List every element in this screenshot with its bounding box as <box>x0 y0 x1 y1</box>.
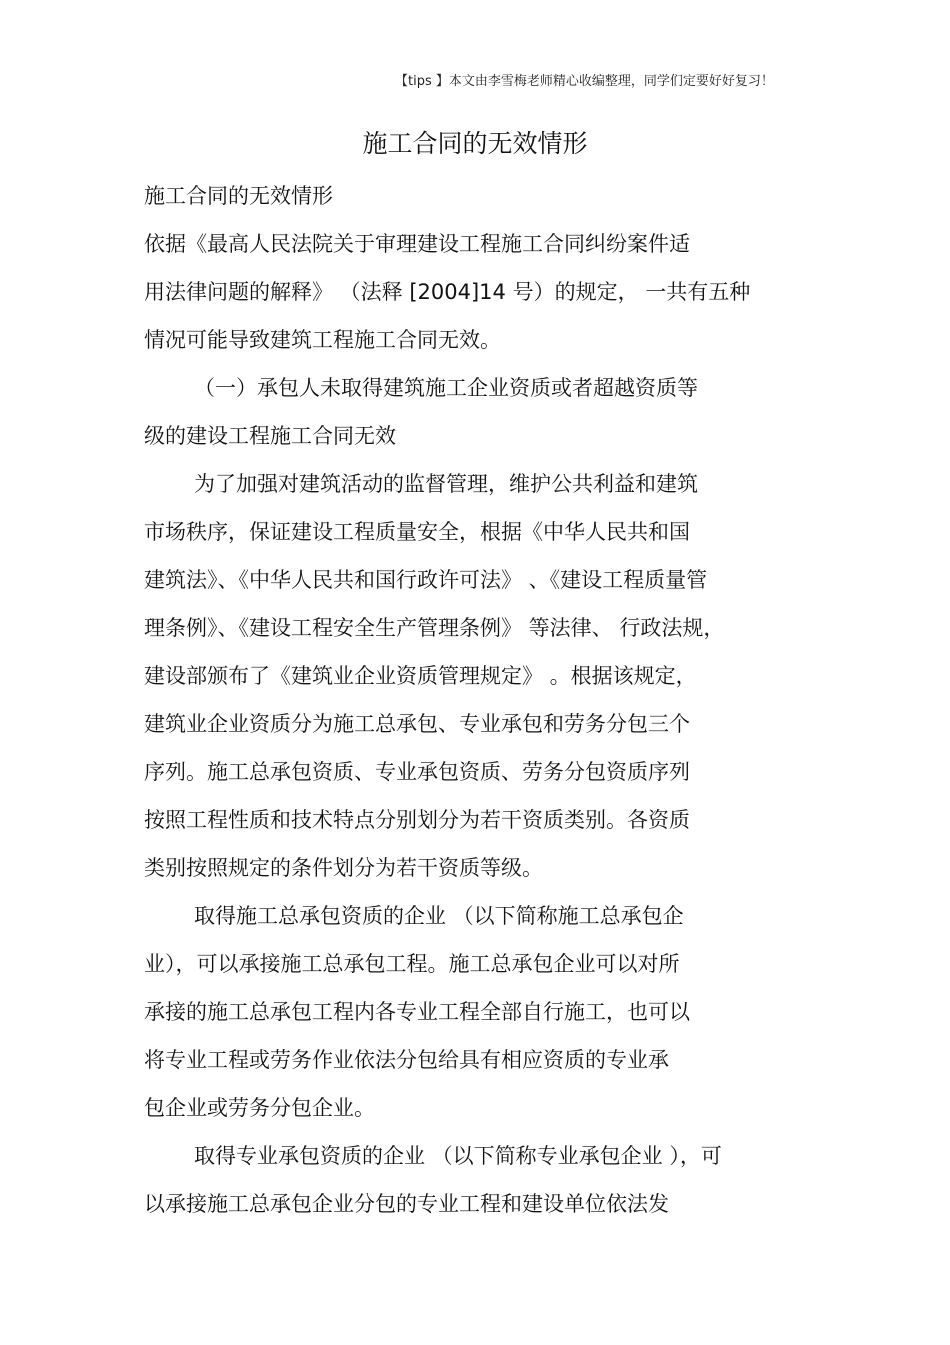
body-line: 建设部颁布了《建筑业企业资质管理规定》 。根据该规定， <box>144 664 697 688</box>
body-line: 以承接施工总承包企业分包的专业工程和建设单位依法发 <box>144 1192 669 1216</box>
body-line: 业），可以承接施工总承包工程。施工总承包企业可以对所 <box>144 952 680 976</box>
body-line: 将专业工程或劳务作业依法分包给具有相应资质的专业承 <box>144 1048 669 1072</box>
body-line: 类别按照规定的条件划分为若干资质等级。 <box>144 856 543 880</box>
body-line: 取得专业承包资质的企业 （以下简称专业承包企业 ），可 <box>194 1144 722 1168</box>
body-line: 情况可能导致建筑工程施工合同无效。 <box>144 328 501 352</box>
body-line: 序列。施工总承包资质、专业承包资质、劳务分包资质序列 <box>144 760 690 784</box>
body-line: 建筑业企业资质分为施工总承包、专业承包和劳务分包三个 <box>144 712 690 736</box>
body-line: 依据《最高人民法院关于审理建设工程施工合同纠纷案件适 <box>144 232 690 256</box>
body-line: 承接的施工总承包工程内各专业工程全部自行施工，也可以 <box>144 1000 690 1024</box>
body-line: 包企业或劳务分包企业。 <box>144 1096 375 1120</box>
body-line: 建筑法》、《中华人民共和国行政许可法》 、《建设工程质量管 <box>144 568 708 592</box>
body-line: 施工合同的无效情形 <box>144 184 333 208</box>
body-line: 理条例》、《建设工程安全生产管理条例》 等法律、 行政法规， <box>144 616 725 640</box>
section-heading-line: 级的建设工程施工合同无效 <box>144 424 396 448</box>
page-title: 施工合同的无效情形 <box>362 129 588 158</box>
body-line: 取得施工总承包资质的企业 （以下简称施工总承包企 <box>194 904 684 928</box>
section-heading-line: （一）承包人未取得建筑施工企业资质或者超越资质等 <box>194 376 698 400</box>
body-line: 用法律问题的解释》 （法释 [2004]14 号）的规定， 一共有五种 <box>144 280 751 304</box>
body-line: 按照工程性质和技术特点分别划分为若干资质类别。各资质 <box>144 808 690 832</box>
tips-header: 【tips 】本文由李雪梅老师精心收编整理，同学们定要好好复习！ <box>395 74 774 89</box>
body-line: 市场秩序，保证建设工程质量安全，根据《中华人民共和国 <box>144 520 690 544</box>
body-line: 为了加强对建筑活动的监督管理，维护公共利益和建筑 <box>194 472 698 496</box>
